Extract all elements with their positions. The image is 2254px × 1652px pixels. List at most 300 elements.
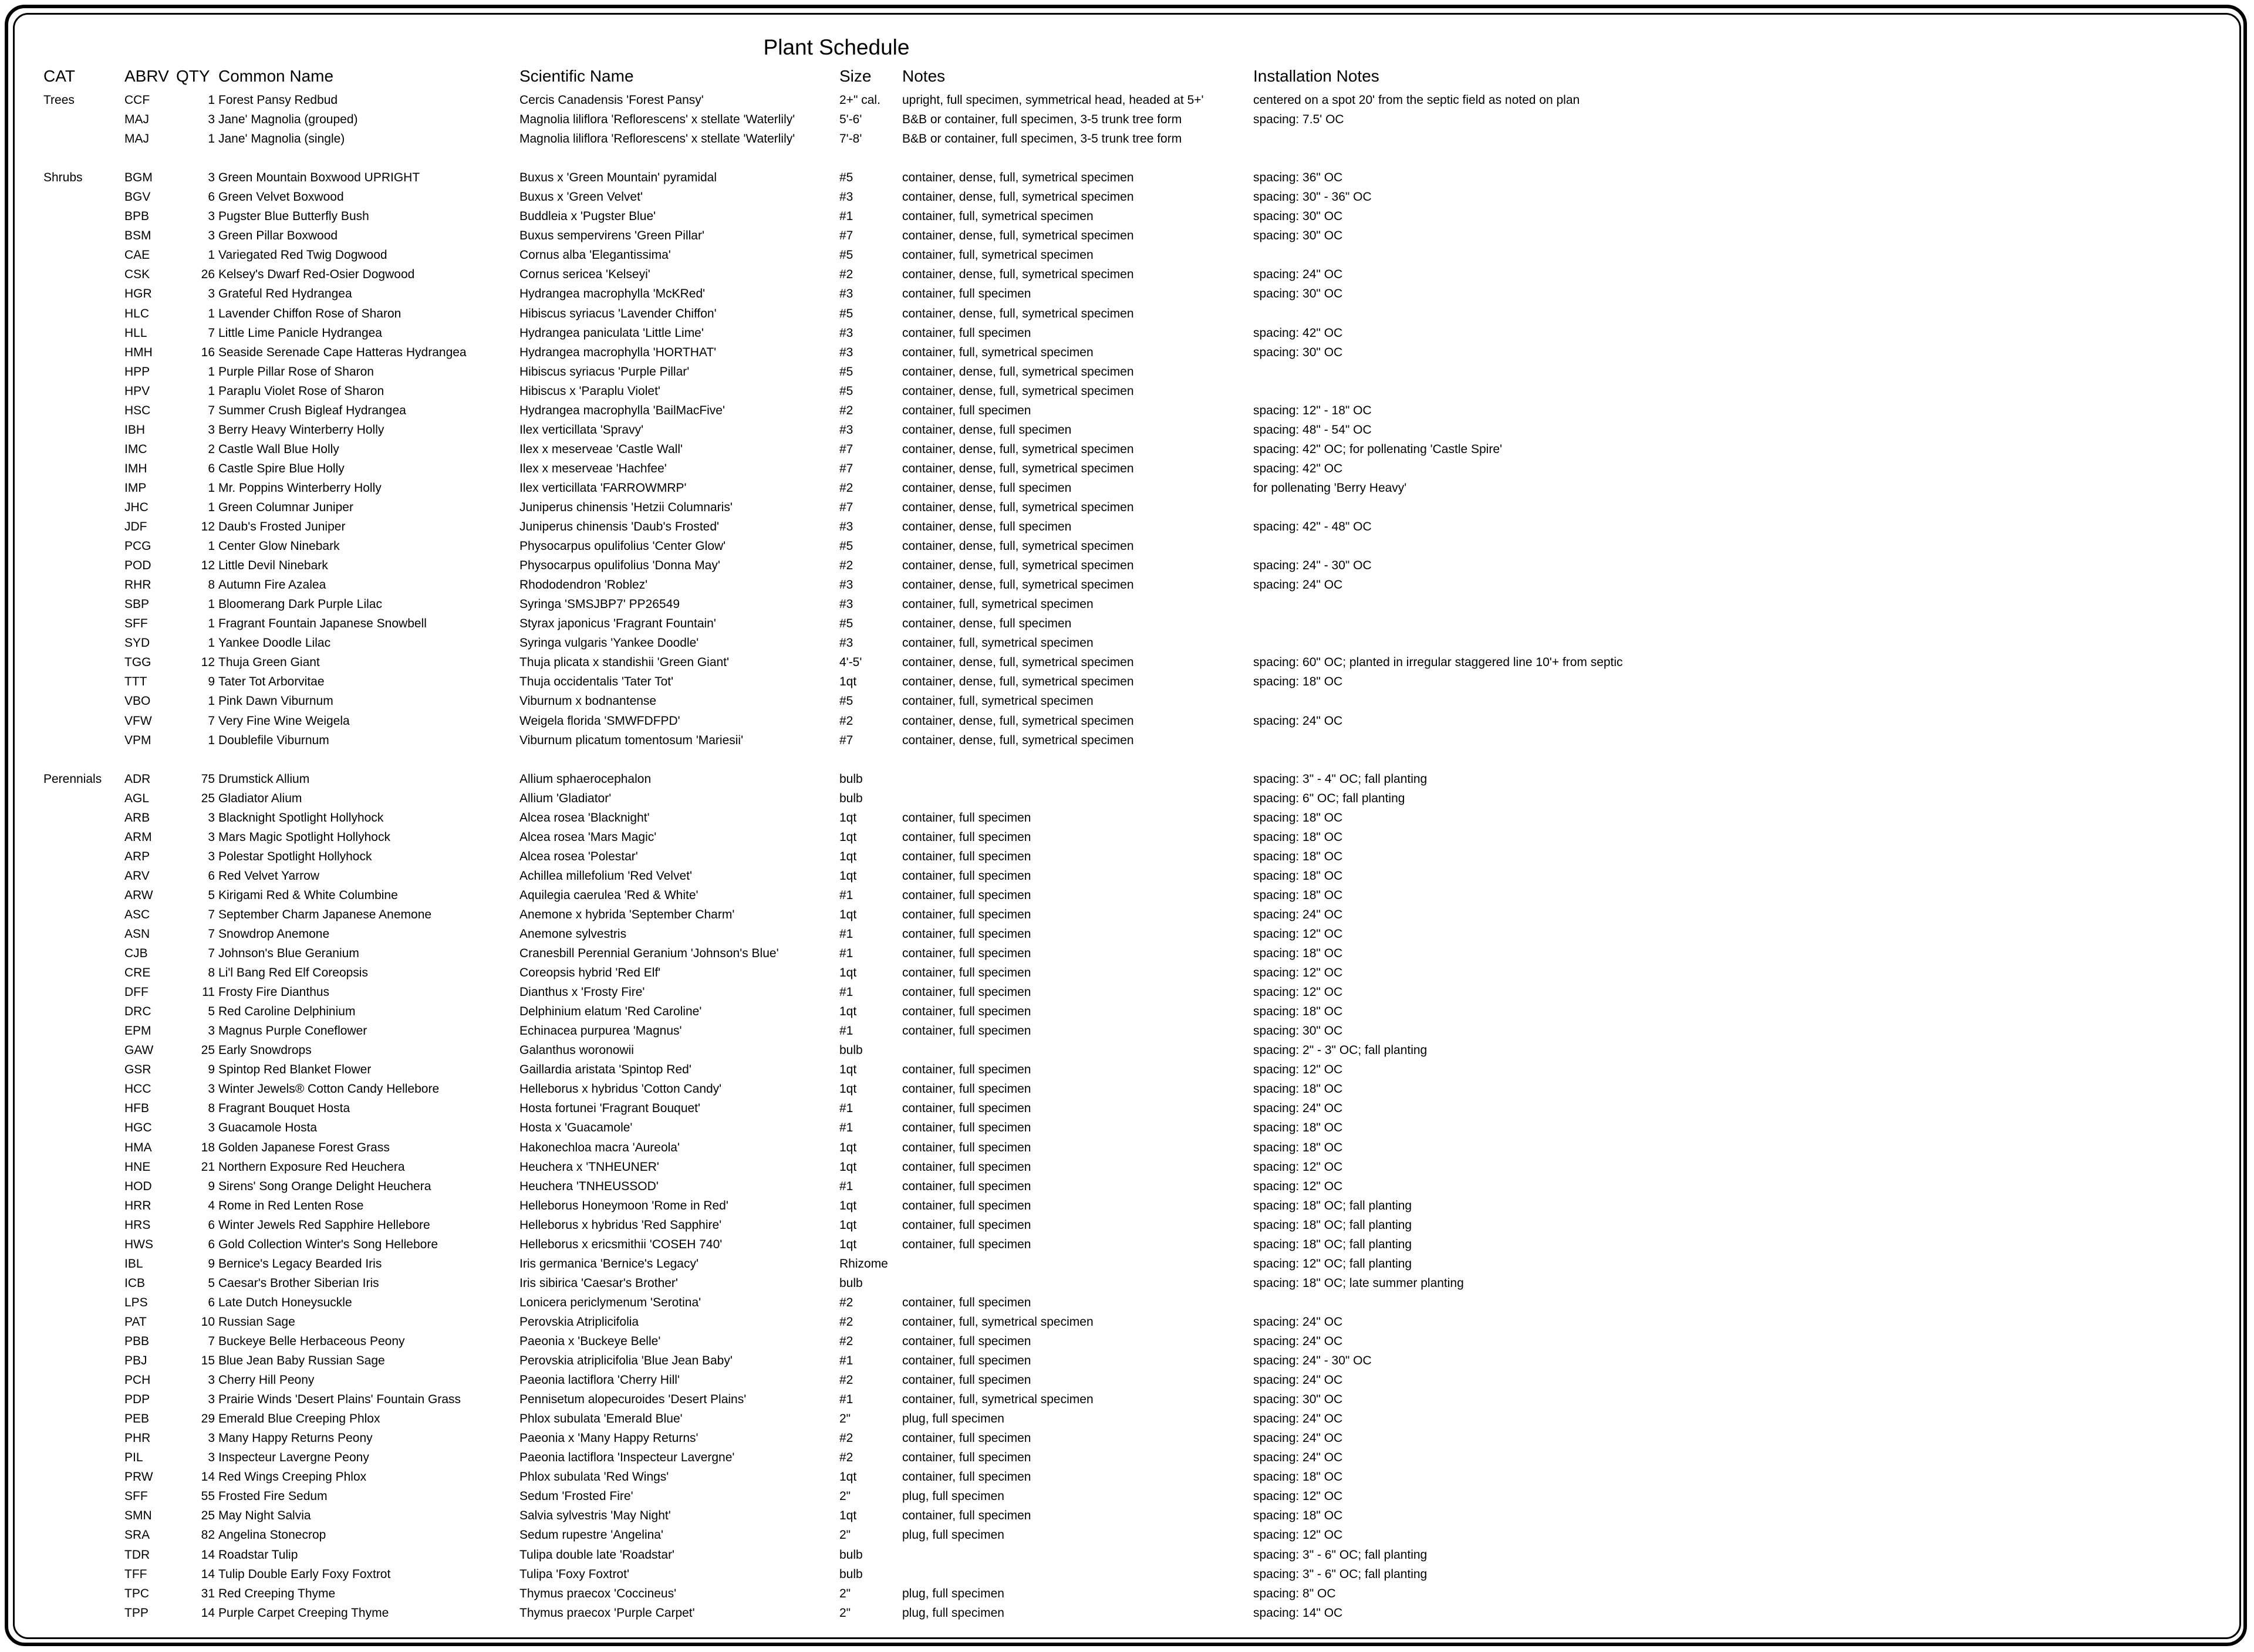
cell-category: Perennials <box>43 772 102 786</box>
table-row <box>0 808 2254 827</box>
header-notes: Notes <box>902 67 946 85</box>
cell-abrv: DFF <box>124 985 149 999</box>
cell-size: 1qt <box>839 1218 857 1232</box>
cell-qty: 3 <box>208 1451 215 1465</box>
table-row <box>0 1273 2254 1293</box>
cell-installation-notes: spacing: 42" OC <box>1253 326 1343 340</box>
cell-installation-notes: spacing: 12" OC <box>1253 966 1343 980</box>
cell-qty: 25 <box>201 791 215 805</box>
cell-scientific-name: Hosta x 'Guacamole' <box>519 1121 633 1135</box>
table-row <box>0 110 2254 129</box>
cell-qty: 5 <box>208 888 215 902</box>
table-row <box>0 769 2254 789</box>
cell-qty: 1 <box>208 364 215 379</box>
cell-common-name: Variegated Red Twig Dogwood <box>218 248 387 262</box>
cell-common-name: Very Fine Wine Weigela <box>218 714 350 728</box>
cell-common-name: Little Devil Ninebark <box>218 559 328 573</box>
cell-installation-notes: spacing: 18" OC; fall planting <box>1253 1237 1412 1251</box>
cell-installation-notes: spacing: 18" OC; late summer planting <box>1253 1276 1464 1290</box>
cell-abrv: VFW <box>124 714 152 728</box>
cell-common-name: Autumn Fire Azalea <box>218 578 326 592</box>
cell-common-name: Castle Spire Blue Holly <box>218 461 345 475</box>
cell-scientific-name: Dianthus x 'Frosty Fire' <box>519 985 645 999</box>
cell-abrv: HGC <box>124 1121 152 1135</box>
cell-scientific-name: Hydrangea macrophylla 'McKRed' <box>519 287 706 301</box>
cell-abrv: GAW <box>124 1043 154 1058</box>
cell-scientific-name: Helleborus x ericsmithii 'COSEH 740' <box>519 1237 723 1251</box>
cell-common-name: Red Velvet Yarrow <box>218 869 319 883</box>
cell-common-name: Pugster Blue Butterfly Bush <box>218 210 369 224</box>
cell-abrv: BGV <box>124 190 151 204</box>
cell-installation-notes: spacing: 18" OC <box>1253 888 1343 902</box>
cell-scientific-name: Pennisetum alopecuroides 'Desert Plains' <box>519 1393 747 1407</box>
cell-scientific-name: Juniperus chinensis 'Daub's Frosted' <box>519 520 720 534</box>
cell-size: 2" <box>839 1528 851 1542</box>
cell-qty: 12 <box>201 559 215 573</box>
cell-scientific-name: Thuja plicata x standishii 'Green Giant' <box>519 656 730 670</box>
cell-scientific-name: Physocarpus opulifolius 'Center Glow' <box>519 539 726 553</box>
cell-scientific-name: Perovskia atriplicifolia 'Blue Jean Baby' <box>519 1354 733 1368</box>
table-row <box>0 594 2254 614</box>
cell-notes: container, dense, full, symetrical specimen <box>902 500 1134 514</box>
cell-notes: container, full specimen <box>902 326 1031 340</box>
table-row <box>0 1002 2254 1021</box>
cell-common-name: Pink Dawn Viburnum <box>218 694 333 708</box>
cell-installation-notes: spacing: 24" OC <box>1253 1373 1343 1387</box>
table-row <box>0 168 2254 187</box>
cell-size: #5 <box>839 364 853 379</box>
cell-qty: 9 <box>208 1063 215 1077</box>
table-row <box>0 1487 2254 1506</box>
cell-notes: container, dense, full, symetrical specimen <box>902 714 1134 728</box>
cell-common-name: Winter Jewels Red Sapphire Hellebore <box>218 1218 430 1232</box>
cell-common-name: Yankee Doodle Lilac <box>218 636 331 650</box>
cell-installation-notes: spacing: 18" OC <box>1253 810 1343 825</box>
cell-scientific-name: Weigela florida 'SMWFDFPD' <box>519 714 680 728</box>
cell-scientific-name: Paeonia x 'Many Happy Returns' <box>519 1431 699 1445</box>
cell-abrv: ARW <box>124 888 153 902</box>
cell-scientific-name: Gaillardia aristata 'Spintop Red' <box>519 1063 691 1077</box>
cell-installation-notes: spacing: 30" OC <box>1253 210 1343 224</box>
cell-qty: 3 <box>208 849 215 863</box>
cell-common-name: Golden Japanese Forest Grass <box>218 1140 390 1154</box>
cell-notes: container, full specimen <box>902 966 1031 980</box>
table-row <box>0 245 2254 265</box>
cell-scientific-name: Perovskia Atriplicifolia <box>519 1315 639 1329</box>
header-qty: QTY <box>176 67 210 85</box>
cell-common-name: Mr. Poppins Winterberry Holly <box>218 481 382 495</box>
cell-qty: 3 <box>208 1431 215 1445</box>
table-row <box>0 963 2254 982</box>
cell-qty: 6 <box>208 1237 215 1251</box>
cell-installation-notes: spacing: 3" - 4" OC; fall planting <box>1253 772 1428 786</box>
cell-size: bulb <box>839 1548 863 1562</box>
table-row <box>0 207 2254 226</box>
cell-common-name: Gold Collection Winter's Song Hellebore <box>218 1237 438 1251</box>
cell-notes: container, dense, full, symetrical specimen <box>902 733 1134 747</box>
cell-qty: 16 <box>201 345 215 359</box>
cell-common-name: Northern Exposure Red Heuchera <box>218 1160 405 1174</box>
cell-abrv: TDR <box>124 1548 150 1562</box>
cell-size: 5'-6' <box>839 113 862 127</box>
cell-common-name: Early Snowdrops <box>218 1043 312 1058</box>
cell-size: #5 <box>839 248 853 262</box>
cell-abrv: HLC <box>124 306 150 320</box>
cell-scientific-name: Magnolia liliflora 'Reflorescens' x stellate 'Waterlily' <box>519 132 795 146</box>
cell-size: #7 <box>839 229 853 243</box>
cell-common-name: Li'l Bang Red Elf Coreopsis <box>218 966 368 980</box>
cell-installation-notes: spacing: 30" OC <box>1253 287 1343 301</box>
cell-category: Shrubs <box>43 171 83 185</box>
cell-abrv: PIL <box>124 1451 143 1465</box>
cell-notes: container, full specimen <box>902 403 1031 417</box>
cell-size: #5 <box>839 617 853 631</box>
cell-notes: container, full, symetrical specimen <box>902 694 1094 708</box>
cell-notes: container, dense, full specimen <box>902 481 1072 495</box>
cell-size: #1 <box>839 927 853 941</box>
cell-notes: plug, full specimen <box>902 1528 1004 1542</box>
cell-scientific-name: Cercis Canadensis 'Forest Pansy' <box>519 93 704 107</box>
cell-notes: container, full, symetrical specimen <box>902 597 1094 612</box>
cell-size: 2" <box>839 1489 851 1504</box>
cell-installation-notes: spacing: 30" OC <box>1253 1393 1343 1407</box>
cell-size: #1 <box>839 985 853 999</box>
cell-abrv: CSK <box>124 268 150 282</box>
table-row <box>0 1448 2254 1467</box>
table-row <box>0 827 2254 847</box>
cell-scientific-name: Allium 'Gladiator' <box>519 791 612 805</box>
cell-installation-notes: spacing: 18" OC <box>1253 675 1343 689</box>
table-row <box>0 1060 2254 1079</box>
cell-common-name: Lavender Chiffon Rose of Sharon <box>218 306 401 320</box>
cell-abrv: LPS <box>124 1295 148 1309</box>
cell-abrv: HGR <box>124 287 152 301</box>
cell-installation-notes: spacing: 42" OC; for pollenating 'Castle Spire' <box>1253 442 1503 456</box>
table-row <box>0 672 2254 691</box>
cell-size: #2 <box>839 268 853 282</box>
cell-size: 1qt <box>839 849 857 863</box>
cell-notes: plug, full specimen <box>902 1412 1004 1426</box>
cell-scientific-name: Achillea millefolium 'Red Velvet' <box>519 869 692 883</box>
cell-common-name: Mars Magic Spotlight Hollyhock <box>218 830 390 844</box>
table-row <box>0 614 2254 633</box>
cell-abrv: JDF <box>124 520 147 534</box>
cell-notes: container, full specimen <box>902 947 1031 961</box>
cell-abrv: HSC <box>124 403 151 417</box>
cell-notes: container, full specimen <box>902 810 1031 825</box>
cell-common-name: Blacknight Spotlight Hollyhock <box>218 810 384 825</box>
header-installation-notes: Installation Notes <box>1253 67 1379 85</box>
table-row <box>0 944 2254 963</box>
table-row <box>0 284 2254 303</box>
cell-installation-notes: spacing: 18" OC <box>1253 1121 1343 1135</box>
cell-size: bulb <box>839 1276 863 1290</box>
cell-qty: 3 <box>208 229 215 243</box>
table-row <box>0 1177 2254 1196</box>
cell-common-name: Angelina Stonecrop <box>218 1528 326 1542</box>
cell-notes: container, full specimen <box>902 1024 1031 1038</box>
table-row <box>0 982 2254 1002</box>
cell-size: 1qt <box>839 1237 857 1251</box>
cell-notes: container, full, symetrical specimen <box>902 210 1094 224</box>
cell-size: #3 <box>839 636 853 650</box>
cell-scientific-name: Ilex x meserveae 'Castle Wall' <box>519 442 683 456</box>
cell-installation-notes: spacing: 3" - 6" OC; fall planting <box>1253 1567 1428 1581</box>
cell-common-name: Little Lime Panicle Hydrangea <box>218 326 382 340</box>
cell-common-name: Green Columnar Juniper <box>218 500 353 514</box>
cell-scientific-name: Viburnum x bodnantense <box>519 694 657 708</box>
cell-notes: container, dense, full, symetrical specimen <box>902 306 1134 320</box>
cell-abrv: IBH <box>124 423 146 437</box>
cell-size: #1 <box>839 1024 853 1038</box>
cell-installation-notes: spacing: 24" OC <box>1253 1431 1343 1445</box>
cell-installation-notes: spacing: 12" - 18" OC <box>1253 403 1372 417</box>
cell-abrv: IMH <box>124 461 147 475</box>
cell-abrv: RHR <box>124 578 151 592</box>
cell-abrv: TPC <box>124 1586 149 1600</box>
cell-notes: container, full specimen <box>902 1218 1031 1232</box>
cell-qty: 25 <box>201 1043 215 1058</box>
table-row <box>0 1254 2254 1273</box>
table-row <box>0 1138 2254 1157</box>
table-row <box>0 556 2254 575</box>
table-row <box>0 1021 2254 1040</box>
cell-scientific-name: Lonicera periclymenum 'Serotina' <box>519 1295 701 1309</box>
cell-installation-notes: spacing: 14" OC <box>1253 1606 1343 1620</box>
cell-scientific-name: Hydrangea macrophylla 'HORTHAT' <box>519 345 717 359</box>
cell-common-name: Berry Heavy Winterberry Holly <box>218 423 384 437</box>
cell-scientific-name: Alcea rosea 'Polestar' <box>519 849 638 863</box>
cell-scientific-name: Viburnum plicatum tomentosum 'Mariesii' <box>519 733 744 747</box>
cell-size: #3 <box>839 326 853 340</box>
cell-abrv: MAJ <box>124 113 149 127</box>
cell-installation-notes: spacing: 24" - 30" OC <box>1253 559 1372 573</box>
cell-size: Rhizome <box>839 1256 888 1271</box>
cell-abrv: CAE <box>124 248 150 262</box>
cell-common-name: Tater Tot Arborvitae <box>218 675 325 689</box>
cell-scientific-name: Helleborus x hybridus 'Red Sapphire' <box>519 1218 722 1232</box>
cell-scientific-name: Paeonia lactiflora 'Inspecteur Lavergne' <box>519 1451 735 1465</box>
cell-abrv: ARB <box>124 810 150 825</box>
cell-size: #2 <box>839 1335 853 1348</box>
cell-size: #2 <box>839 403 853 417</box>
cell-abrv: SFF <box>124 1489 148 1504</box>
cell-scientific-name: Anemone x hybrida 'September Charm' <box>519 907 735 921</box>
cell-common-name: Seaside Serenade Cape Hatteras Hydrangea <box>218 345 467 359</box>
cell-abrv: HMH <box>124 345 153 359</box>
cell-size: #1 <box>839 947 853 961</box>
cell-size: 2" <box>839 1586 851 1600</box>
cell-qty: 12 <box>201 520 215 534</box>
cell-abrv: SMN <box>124 1509 152 1523</box>
cell-size: #2 <box>839 559 853 573</box>
cell-size: 2+" cal. <box>839 93 880 107</box>
cell-abrv: POD <box>124 559 151 573</box>
cell-notes: container, full, symetrical specimen <box>902 345 1094 359</box>
table-row <box>0 1525 2254 1545</box>
table-row <box>0 1506 2254 1525</box>
cell-notes: container, dense, full, symetrical specimen <box>902 364 1134 379</box>
cell-common-name: Forest Pansy Redbud <box>218 93 338 107</box>
cell-qty: 7 <box>208 1335 215 1348</box>
cell-size: #5 <box>839 306 853 320</box>
cell-size: #1 <box>839 1179 853 1193</box>
cell-installation-notes: spacing: 2" - 3" OC; fall planting <box>1253 1043 1428 1058</box>
cell-common-name: Red Creeping Thyme <box>218 1586 336 1600</box>
cell-common-name: Frosty Fire Dianthus <box>218 985 330 999</box>
cell-scientific-name: Tulipa double late 'Roadstar' <box>519 1548 675 1562</box>
cell-qty: 6 <box>208 461 215 475</box>
cell-notes: container, dense, full, symetrical specimen <box>902 578 1134 592</box>
cell-qty: 4 <box>208 1198 215 1212</box>
cell-notes: container, dense, full, symetrical specimen <box>902 229 1134 243</box>
table-row <box>0 731 2254 750</box>
cell-abrv: ASN <box>124 927 150 941</box>
cell-scientific-name: Cranesbill Perennial Geranium 'Johnson's Blue' <box>519 947 779 961</box>
cell-installation-notes: spacing: 24" OC <box>1253 1315 1343 1329</box>
cell-qty: 3 <box>208 1393 215 1407</box>
cell-abrv: HOD <box>124 1179 152 1193</box>
cell-installation-notes: spacing: 42" - 48" OC <box>1253 520 1372 534</box>
header-abrv: ABRV <box>124 67 169 85</box>
cell-scientific-name: Hakonechloa macra 'Aureola' <box>519 1140 680 1154</box>
table-row <box>0 653 2254 672</box>
cell-abrv: ARP <box>124 849 150 863</box>
cell-size: #2 <box>839 1431 853 1445</box>
cell-qty: 9 <box>208 1179 215 1193</box>
cell-qty: 26 <box>201 268 215 282</box>
cell-notes: container, full specimen <box>902 888 1031 902</box>
cell-installation-notes: for pollenating 'Berry Heavy' <box>1253 481 1407 495</box>
table-row <box>0 304 2254 323</box>
cell-abrv: SRA <box>124 1528 150 1542</box>
cell-installation-notes: centered on a spot 20' from the septic field as noted on plan <box>1253 93 1580 107</box>
cell-qty: 29 <box>201 1412 215 1426</box>
cell-common-name: Rome in Red Lenten Rose <box>218 1198 364 1212</box>
table-row <box>0 420 2254 440</box>
cell-size: #3 <box>839 520 853 534</box>
cell-scientific-name: Paeonia x 'Buckeye Belle' <box>519 1335 661 1348</box>
cell-qty: 25 <box>201 1509 215 1523</box>
cell-installation-notes: spacing: 12" OC <box>1253 1528 1343 1542</box>
header-cat: CAT <box>43 67 75 85</box>
table-row <box>0 1215 2254 1235</box>
cell-qty: 9 <box>208 1256 215 1271</box>
cell-size: #3 <box>839 423 853 437</box>
cell-installation-notes: spacing: 18" OC <box>1253 1509 1343 1523</box>
cell-scientific-name: Alcea rosea 'Blacknight' <box>519 810 650 825</box>
cell-qty: 7 <box>208 947 215 961</box>
cell-qty: 18 <box>201 1140 215 1154</box>
cell-qty: 14 <box>201 1606 215 1620</box>
table-row <box>0 323 2254 343</box>
cell-qty: 3 <box>208 1024 215 1038</box>
cell-notes: container, full specimen <box>902 985 1031 999</box>
cell-notes: B&B or container, full specimen, 3-5 trunk tree form <box>902 132 1182 146</box>
cell-installation-notes: spacing: 12" OC <box>1253 1063 1343 1077</box>
cell-size: #3 <box>839 345 853 359</box>
cell-scientific-name: Rhododendron 'Roblez' <box>519 578 648 592</box>
cell-installation-notes: spacing: 18" OC <box>1253 1005 1343 1019</box>
cell-abrv: DRC <box>124 1005 151 1019</box>
cell-size: 1qt <box>839 1005 857 1019</box>
cell-common-name: Snowdrop Anemone <box>218 927 330 941</box>
cell-size: #5 <box>839 384 853 398</box>
cell-installation-notes: spacing: 42" OC <box>1253 461 1343 475</box>
cell-installation-notes: spacing: 7.5' OC <box>1253 113 1344 127</box>
cell-common-name: Jane' Magnolia (grouped) <box>218 113 358 127</box>
cell-abrv: TTT <box>124 675 147 689</box>
cell-qty: 2 <box>208 442 215 456</box>
cell-scientific-name: Juniperus chinensis 'Hetzii Columnaris' <box>519 500 733 514</box>
cell-notes: plug, full specimen <box>902 1489 1004 1504</box>
cell-scientific-name: Helleborus Honeymoon 'Rome in Red' <box>519 1198 728 1212</box>
cell-common-name: Castle Wall Blue Holly <box>218 442 339 456</box>
cell-notes: container, full specimen <box>902 1373 1031 1387</box>
cell-abrv: PAT <box>124 1315 147 1329</box>
cell-abrv: SFF <box>124 617 148 631</box>
cell-size: #2 <box>839 1295 853 1309</box>
table-row <box>0 1428 2254 1448</box>
cell-notes: container, dense, full, symetrical specimen <box>902 559 1134 573</box>
cell-qty: 3 <box>208 287 215 301</box>
cell-notes: container, full specimen <box>902 1160 1031 1174</box>
table-row <box>0 1312 2254 1332</box>
section-spacer <box>0 148 2254 168</box>
cell-size: #2 <box>839 481 853 495</box>
cell-abrv: HCC <box>124 1082 151 1096</box>
cell-notes: B&B or container, full specimen, 3-5 trunk tree form <box>902 113 1182 127</box>
cell-qty: 1 <box>208 597 215 612</box>
cell-abrv: SBP <box>124 597 150 612</box>
cell-common-name: May Night Salvia <box>218 1509 311 1523</box>
cell-notes: container, full, symetrical specimen <box>902 1315 1094 1329</box>
cell-installation-notes: spacing: 18" OC; fall planting <box>1253 1218 1412 1232</box>
cell-notes: container, dense, full, symetrical specimen <box>902 384 1134 398</box>
cell-abrv: PBJ <box>124 1354 147 1368</box>
cell-common-name: Bloomerang Dark Purple Lilac <box>218 597 382 612</box>
cell-installation-notes: spacing: 24" - 30" OC <box>1253 1354 1372 1368</box>
cell-notes: container, dense, full specimen <box>902 520 1072 534</box>
cell-common-name: Grateful Red Hydrangea <box>218 287 352 301</box>
cell-common-name: Many Happy Returns Peony <box>218 1431 373 1445</box>
cell-common-name: Purple Carpet Creeping Thyme <box>218 1606 389 1620</box>
cell-common-name: Kelsey's Dwarf Red-Osier Dogwood <box>218 268 415 282</box>
cell-size: #2 <box>839 714 853 728</box>
cell-common-name: Bernice's Legacy Bearded Iris <box>218 1256 382 1271</box>
cell-scientific-name: Heuchera 'TNHEUSSOD' <box>519 1179 659 1193</box>
cell-common-name: Tulip Double Early Foxy Foxtrot <box>218 1567 391 1581</box>
cell-scientific-name: Hydrangea macrophylla 'BailMacFive' <box>519 403 725 417</box>
cell-common-name: Guacamole Hosta <box>218 1121 318 1135</box>
cell-qty: 3 <box>208 1373 215 1387</box>
cell-abrv: BGM <box>124 171 153 185</box>
table-header <box>0 66 2254 89</box>
cell-scientific-name: Hibiscus x 'Paraplu Violet' <box>519 384 660 398</box>
cell-size: #2 <box>839 1315 853 1329</box>
cell-category: Trees <box>43 93 75 107</box>
cell-qty: 14 <box>201 1548 215 1562</box>
cell-qty: 5 <box>208 1005 215 1019</box>
cell-common-name: Paraplu Violet Rose of Sharon <box>218 384 384 398</box>
cell-notes: container, dense, full, symetrical specimen <box>902 190 1134 204</box>
cell-size: 1qt <box>839 966 857 980</box>
table-row <box>0 362 2254 381</box>
cell-notes: container, full specimen <box>902 869 1031 883</box>
cell-qty: 1 <box>208 481 215 495</box>
cell-qty: 3 <box>208 171 215 185</box>
cell-installation-notes: spacing: 8" OC <box>1253 1586 1336 1600</box>
